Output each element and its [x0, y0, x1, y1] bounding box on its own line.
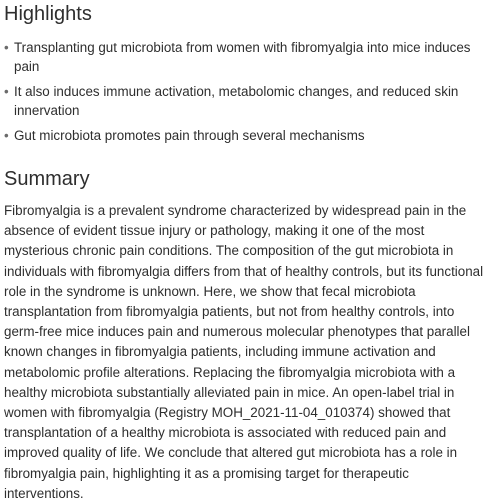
summary-paragraph: Fibromyalgia is a prevalent syndrome characterized by widespread pain in the absence of evident tissue injury or pathology, making it one of the most mysterious chronic pain conditions. The composition of the gut microbiota in individuals with fibromyalgia differs from that of healthy controls, but its functional role in the syndrome is unknown. Here, we show that fecal microbiota transplantation from fibromyalgia patients, but not from healthy controls, into germ-free mice induces pain and numerous molecular phenotypes that parallel known changes in fibromyalgia patients, including immune activation and metabolomic profile alterations. Replacing the fibromyalgia microbiota with a healthy microbiota substantially alleviated pain in mice. An open-label trial in women with fibromyalgia (Registry MOH_2021-11-04_010374) showed that transplantation of a healthy microbiota is associated with reduced pain and improved quality of life. We conclude that altered gut microbiota has a role in fibromyalgia pain, highlighting it as a promising target for therapeutic interventions.: [4, 203, 484, 501]
highlights-heading: Highlights: [4, 3, 92, 25]
summary-section: [4, 167, 489, 504]
highlight-text: It also induces immune activation, metabolomic changes, and reduced skin innervation: [14, 84, 459, 118]
highlight-item: [4, 126, 489, 145]
bullet-icon: •: [4, 40, 9, 55]
bullet-icon: •: [4, 128, 9, 143]
summary-heading: Summary: [4, 168, 90, 190]
highlight-text: Transplanting gut microbiota from women with fibromyalgia into mice induces pain: [14, 40, 471, 74]
bullet-icon: •: [4, 84, 9, 99]
highlight-item: [4, 82, 489, 120]
highlights-list: [4, 38, 489, 145]
highlight-item: [4, 38, 489, 76]
highlights-section: [4, 0, 489, 145]
highlight-text: Gut microbiota promotes pain through several mechanisms: [14, 128, 365, 143]
